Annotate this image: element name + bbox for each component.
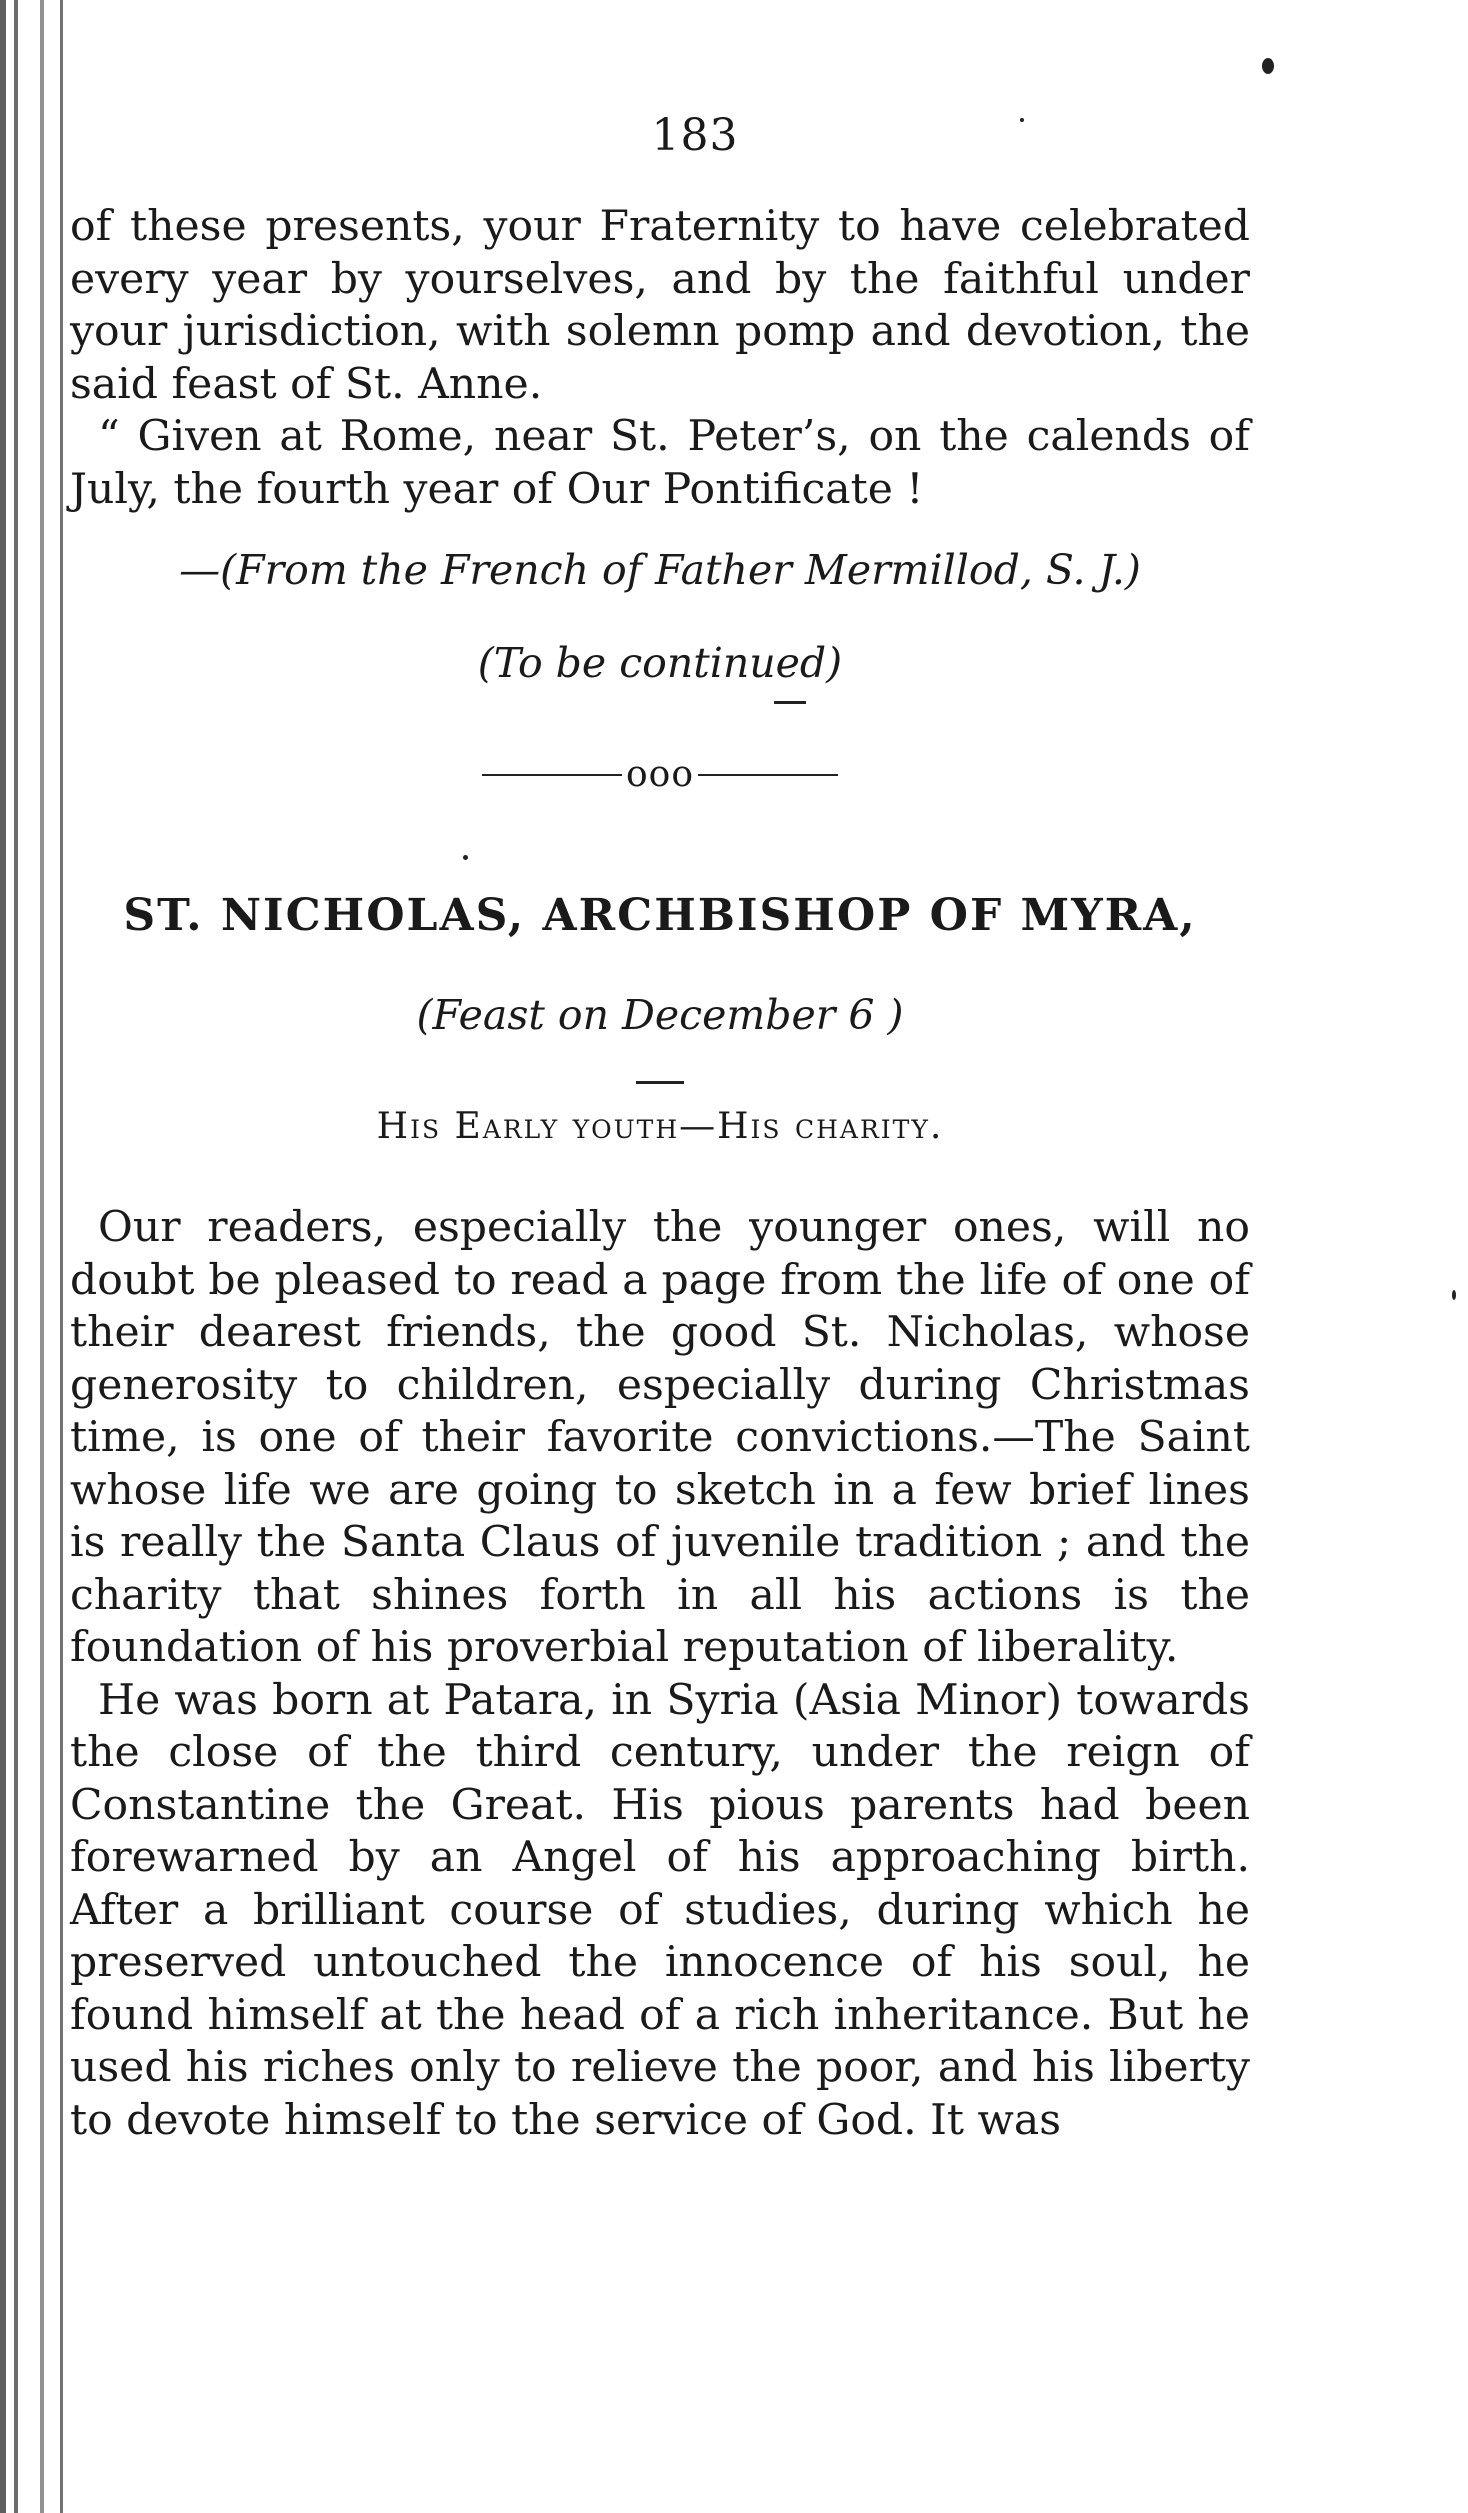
ink-speck [1262,58,1274,74]
decorative-rule [774,701,806,704]
divider-line [698,774,838,776]
article-title: ST. NICHOLAS, ARCHBISHOP OF MYRA, [123,890,1197,941]
section-divider [70,754,1250,795]
article-paragraph: Our readers, especially the younger ones, will no doubt be pleased to read a page from the life of one of their dearest friends, the good St. Nicholas, whose generosity to children, especially during Christmas time, is one of their favorite convictions.—The Saint whose life we are going to sketch in a few brief lines is really the Santa Claus of juvenile tradition ; and the charity that shines forth in all his actions is the foundation of his proverbial reputation of liberality. [70,1203,1250,1672]
section-heading: His Early youth—His charity. [376,1106,944,1147]
to-be-continued-note: (To be continued) [477,639,843,687]
decorative-rule [636,1081,684,1084]
dated-closing-paragraph: “ Given at Rome, near St. Peter’s, on the calends of July, the fourth year of Our Pontificate ! [70,412,1250,514]
book-page [70,110,1250,2147]
attribution: —(From the French of Father Mermillod, S. J.) [179,546,1141,594]
article-subtitle: (Feast on December 6 ) [416,991,904,1039]
article-paragraph: He was born at Patara, in Syria (Asia Minor) towards the close of the third century, under the reign of Constantine the Great. His pious parents had been forewarned by an Angel of his approaching birth. After a brilliant course of studies, during which he preserved untouched the innocence of his soul, he found himself at the head of a rich inheritance. But he used his riches only to relieve the poor, and his liberty to devote himself to the service of God. It was [70,1675,1250,2145]
ink-speck [1452,1290,1456,1300]
divider-ornament: ooo [625,754,695,795]
divider-line [482,774,622,776]
page-number: 183 [651,110,739,161]
continued-paragraph: of these presents, your Fraternity to have celebrated every year by yourselves, and by the faithful under your jurisdiction, with solemn pomp and devotion, the said feast of St. Anne. [70,202,1250,409]
